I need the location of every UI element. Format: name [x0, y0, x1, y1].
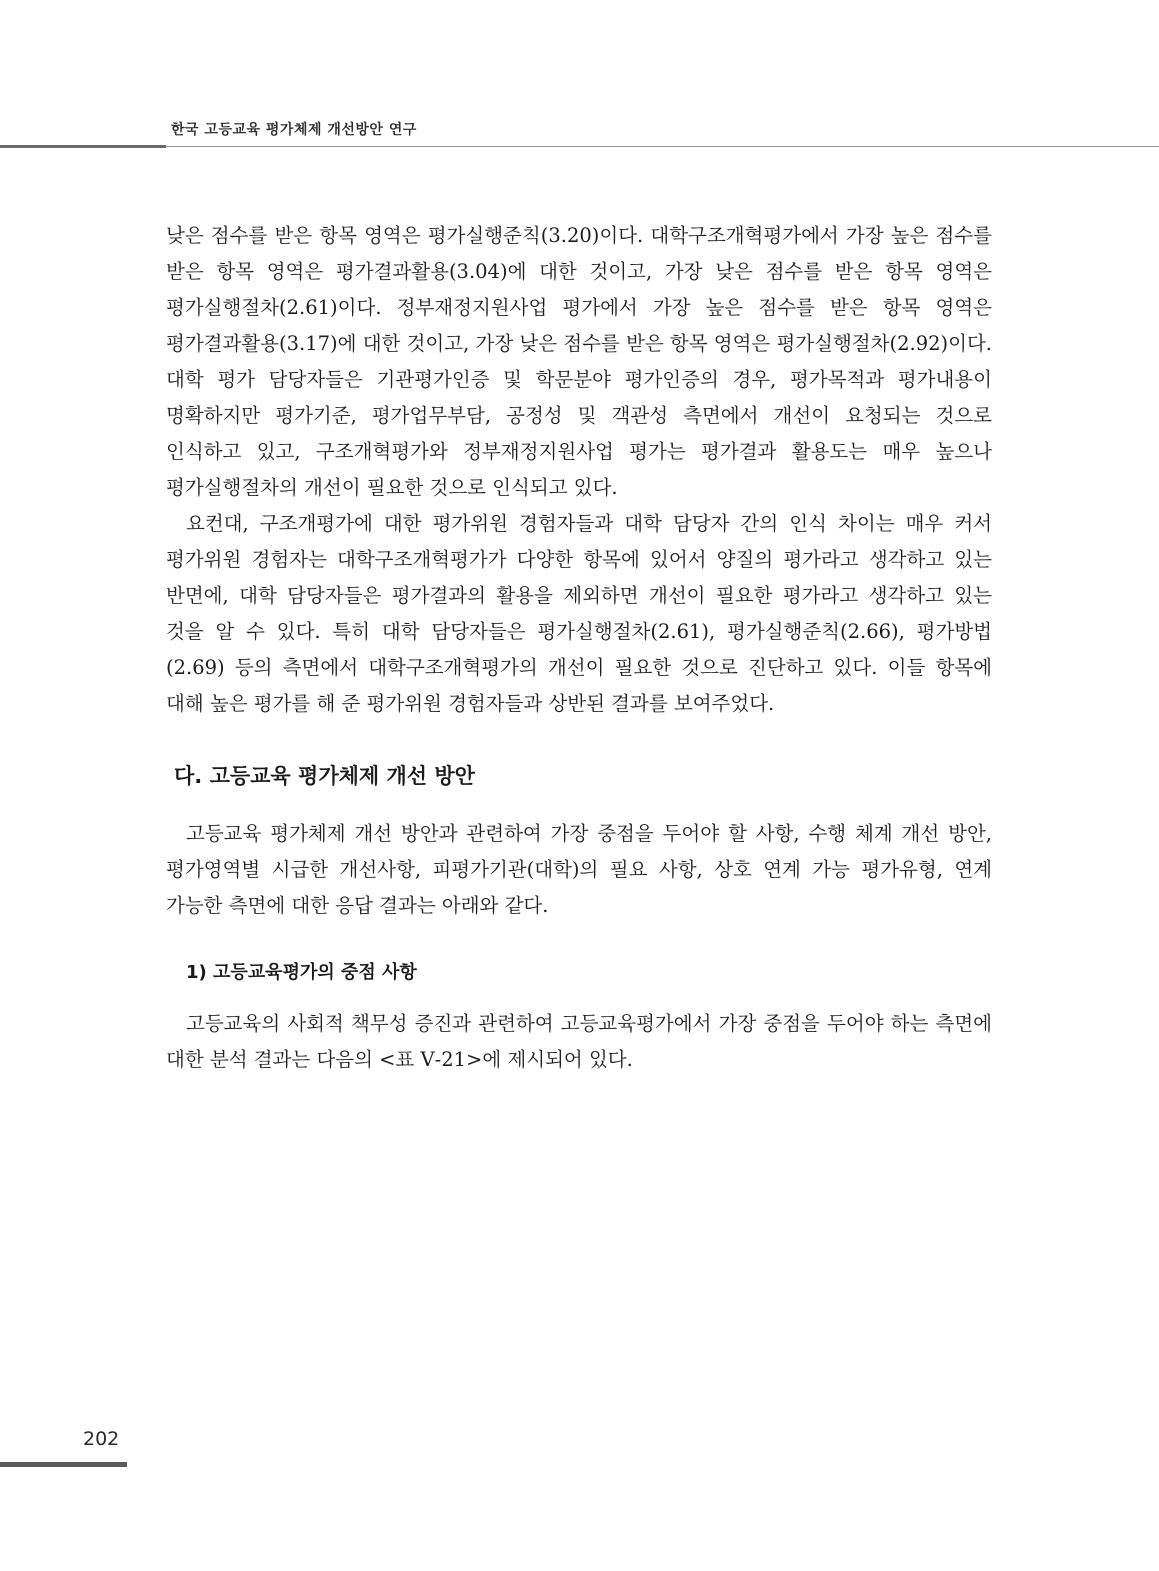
footer-rule: [0, 1462, 127, 1467]
running-header-title: 한국 고등교육 평가체제 개선방안 연구: [171, 122, 417, 138]
subsection-heading: 1) 고등교육평가의 중점 사항: [186, 962, 417, 983]
page-number: 202: [83, 1428, 120, 1450]
page-body: [166, 218, 992, 1078]
header-rule: [166, 146, 1159, 147]
section-heading: 다. 고등교육 평가체제 개선 방안: [174, 764, 475, 788]
body-paragraph-4: 고등교육의 사회적 책무성 증진과 관련하여 고등교육평가에서 가장 중점을 두어야 하는 측면에 대한 분석 결과는 다음의 <표 Ⅴ-21>에 제시되어 있다.: [166, 1012, 992, 1071]
header-rule-accent: [0, 145, 166, 148]
body-paragraph-1: 낮은 점수를 받은 항목 영역은 평가실행준칙(3.20)이다. 대학구조개혁평가에서 가장 높은 점수를 받은 항목 영역은 평가결과활용(3.04)에 대한 것이고, 가장 낮은 점수를 받은 항목 영역은 평가실행절차(2.61)이다. 정부재정지원사업 평가에서 가장 높은 점수를 받은 항목 영역은 평가결과활용(3.17)에 대한 것이고, 가장 낮은 점수를 받은 항목 영역은 평가실행절차(2.92)이다. 대학 평가 담당자들은 기관평가인증 및 학문분야 평가인증의 경우, 평가목적과 평가내용이 명확하지만 평가기준, 평가업무부담, 공정성 및 객관성 측면에서 개선이 요청되는 것으로 인식하고 있고, 구조개혁평가와 정부재정지원사업 평가는 평가결과 활용도는 매우 높으나 평가실행절차의 개선이 필요한 것으로 인식되고 있다.: [166, 224, 992, 499]
body-paragraph-2: 요컨대, 구조개평가에 대한 평가위원 경험자들과 대학 담당자 간의 인식 차이는 매우 커서 평가위원 경험자는 대학구조개혁평가가 다양한 항목에 있어서 양질의 평가라고 생각하고 있는 반면에, 대학 담당자들은 평가결과의 활용을 제외하면 개선이 필요한 평가라고 생각하고 있는 것을 알 수 있다. 특히 대학 담당자들은 평가실행절차(2.61), 평가실행준칙(2.66), 평가방법(2.69) 등의 측면에서 대학구조개혁평가의 개선이 필요한 것으로 진단하고 있다. 이들 항목에 대해 높은 평가를 해 준 평가위원 경험자들과 상반된 결과를 보여주었다.: [166, 512, 992, 715]
body-paragraph-3: 고등교육 평가체제 개선 방안과 관련하여 가장 중점을 두어야 할 사항, 수행 체계 개선 방안, 평가영역별 시급한 개선사항, 피평가기관(대학)의 필요 사항, 상호 연계 가능 평가유형, 연계 가능한 측면에 대한 응답 결과는 아래와 같다.: [166, 822, 992, 917]
